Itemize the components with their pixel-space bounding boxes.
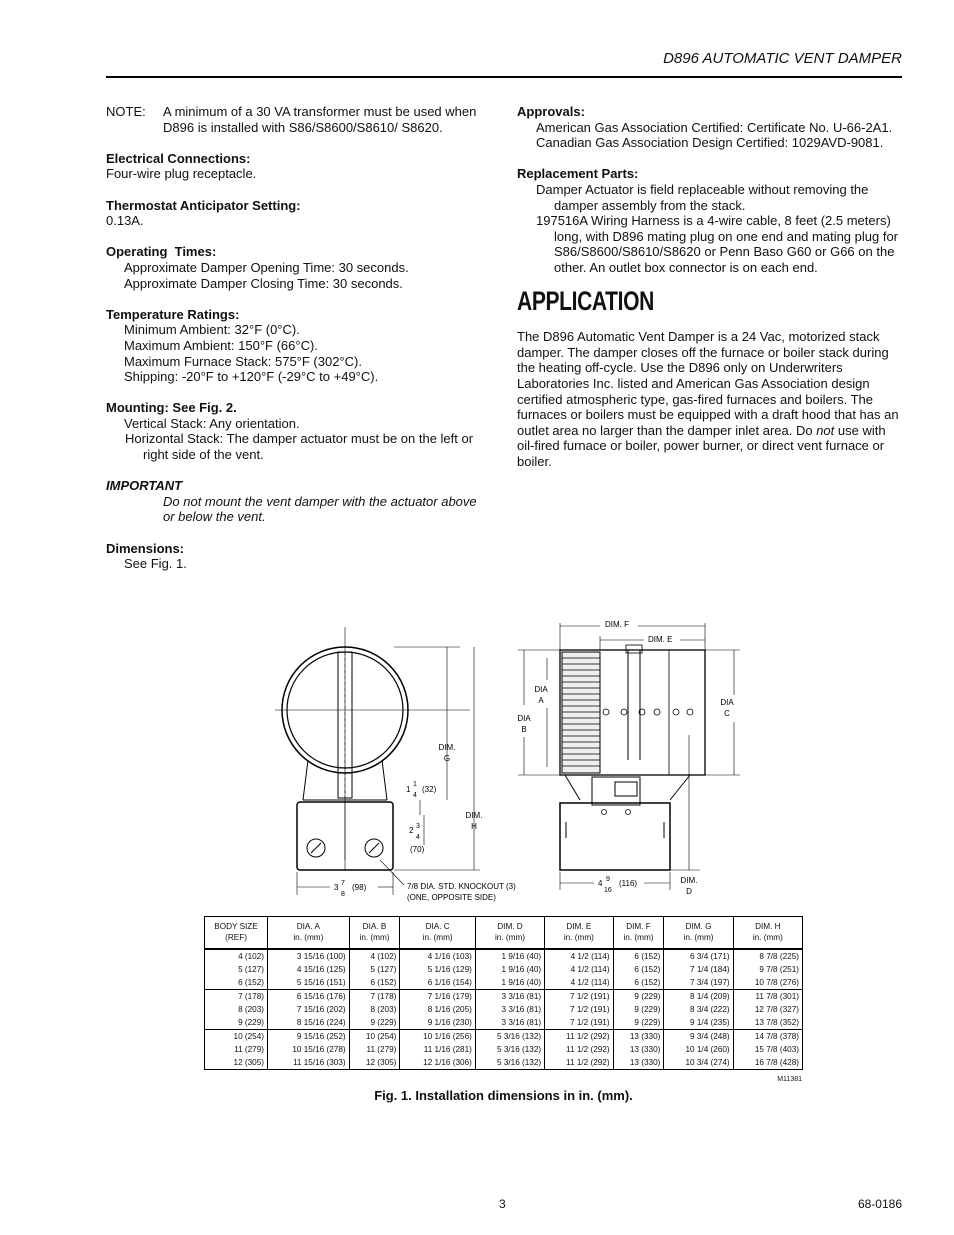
screw <box>626 810 631 815</box>
table-cell: 9 15/16 (252) <box>268 1030 350 1044</box>
table-cell: 10 (254) <box>349 1030 400 1044</box>
dim-d-label: DIM. <box>680 876 698 885</box>
frac-num: 9 <box>606 876 610 883</box>
table-cell: 5 (127) <box>205 963 268 976</box>
table-cell: 10 1/16 (256) <box>400 1030 475 1044</box>
table-cell: 7 (178) <box>205 990 268 1004</box>
mount-line <box>565 775 580 800</box>
table-cell: 6 (152) <box>613 976 664 990</box>
table-cell: 8 7/8 (225) <box>733 949 802 963</box>
page-number: 3 <box>499 1197 506 1211</box>
table-header-text: DIA. A <box>296 922 320 931</box>
dim-g-label: DIM. <box>438 743 456 752</box>
table-cell: 6 (152) <box>613 949 664 963</box>
side-view <box>518 623 740 890</box>
table-cell: 12 7/8 (327) <box>733 1003 802 1016</box>
table-header-text: DIM. D <box>497 922 523 931</box>
table-cell: 8 15/16 (224) <box>268 1016 350 1030</box>
dia-c-label: C <box>724 709 730 718</box>
table-cell: 5 1/16 (129) <box>400 963 475 976</box>
table-cell: 4 (102) <box>205 949 268 963</box>
dia-c-label: DIA <box>720 698 734 707</box>
table-code: M11381 <box>777 1076 802 1083</box>
approvals-line: American Gas Association Certified: Certificate No. U-66-2A1. <box>536 119 893 135</box>
frac-den: 16 <box>604 887 612 894</box>
table-cell: 1 9/16 (40) <box>475 976 544 990</box>
temperature-line: Maximum Ambient: 150°F (66°C). <box>124 337 318 353</box>
replacement-line: Damper Actuator is field replaceable without removing the damper assembly from the stack. <box>536 181 869 213</box>
table-header-cell <box>268 917 350 950</box>
table-cell: 7 (178) <box>349 990 400 1004</box>
temperature-heading: Temperature Ratings: <box>106 306 240 322</box>
dim-d-label: D <box>686 887 692 896</box>
note-label: NOTE: <box>106 104 146 119</box>
electrical-text: Four-wire plug receptacle. <box>106 166 257 182</box>
stand-line <box>303 760 308 800</box>
table-cell: 5 3/16 (132) <box>475 1030 544 1044</box>
mounting-line: Horizontal Stack: The damper actuator must be on the left or right side of the vent. <box>125 431 474 463</box>
table-row <box>205 990 803 1004</box>
table-cell: 7 15/16 (202) <box>268 1003 350 1016</box>
frac-whole: 2 <box>409 826 414 835</box>
table-cell: 13 (330) <box>613 1056 664 1070</box>
table-header-text: in. (mm) <box>752 932 783 942</box>
dimensions-heading: Dimensions: <box>106 540 185 556</box>
table-cell: 6 3/4 (171) <box>664 949 733 963</box>
dia-a-label: A <box>538 696 544 705</box>
table-cell: 3 15/16 (100) <box>268 949 350 963</box>
table-cell: 7 1/4 (184) <box>664 963 733 976</box>
table-cell: 11 1/16 (281) <box>400 1043 475 1056</box>
table-header-text: DIM. E <box>566 922 592 931</box>
table-row <box>205 1056 803 1070</box>
dia-a-label: DIA <box>534 685 548 694</box>
table-header-text: in. (mm) <box>683 932 714 942</box>
table-header-cell <box>545 917 613 950</box>
approvals-heading: Approvals: <box>517 104 585 119</box>
table-cell: 13 (330) <box>613 1030 664 1044</box>
table-cell: 11 (279) <box>205 1043 268 1056</box>
table-cell: 9 (229) <box>205 1016 268 1030</box>
actuator-base <box>560 803 670 870</box>
application-text-not: not <box>816 422 835 438</box>
table-header-cell <box>613 917 664 950</box>
frac-num: 3 <box>416 823 420 830</box>
table-header-text: in. (mm) <box>422 932 453 942</box>
table-cell: 11 1/2 (292) <box>545 1043 613 1056</box>
frac-whole: 3 <box>334 883 339 892</box>
table-cell: 3 3/16 (81) <box>475 990 544 1004</box>
table-row <box>205 949 803 963</box>
knockout-mark <box>311 843 321 853</box>
table-header-text: in. (mm) <box>623 932 654 942</box>
frac-mm: (116) <box>619 879 638 888</box>
table-cell: 9 (229) <box>349 1016 400 1030</box>
table-cell: 5 15/16 (151) <box>268 976 350 990</box>
table-cell: 15 7/8 (403) <box>733 1043 802 1056</box>
table-cell: 10 (254) <box>205 1030 268 1044</box>
dim-h-label: DIM. <box>465 811 483 820</box>
table-cell: 9 (229) <box>613 1003 664 1016</box>
application-heading: APPLICATION <box>517 285 654 316</box>
table-cell: 8 1/4 (209) <box>664 990 733 1004</box>
table-cell: 9 (229) <box>613 990 664 1004</box>
table-header-cell <box>733 917 802 950</box>
operating-line: Approximate Damper Closing Time: 30 seconds. <box>124 275 403 291</box>
table-row <box>205 1030 803 1044</box>
knockout-mark <box>369 843 379 853</box>
operating-line: Approximate Damper Opening Time: 30 seconds. <box>124 259 409 275</box>
table-cell: 9 7/8 (251) <box>733 963 802 976</box>
replacement-line: 197516A Wiring Harness is a 4-wire cable, 8 feet (2.5 meters) long, with D896 mating plug on one end and mating plug for S86/S8600/S8610/S8620 or Penn Baso G60 or G66 on the other. An outlet box connector is on each end. <box>536 213 899 275</box>
table-header-text: DIA. B <box>362 922 387 931</box>
dia-b-label: B <box>521 725 527 734</box>
table-cell: 12 (305) <box>349 1056 400 1070</box>
dim-e-label: DIM. E <box>648 635 673 644</box>
frac-mm: (70) <box>410 845 425 854</box>
table-header-cell <box>205 917 268 950</box>
table-cell: 6 (152) <box>349 976 400 990</box>
plug-box <box>592 777 640 805</box>
application-text-a: The D896 Automatic Vent Damper is a 24 Vac, motorized stack damper. The damper closes off the furnace or boiler stack during the heating off-cycle. Use the D896 only on Underwriters Laboratories Inc. listed and American Gas Association design certified atmospheric type, gas-fired furnaces and boilers. The furnaces or boilers must be equipped with a draft hood that has an outlet area no larger than the damper inlet area. Do <box>517 329 899 438</box>
table-cell: 9 1/16 (230) <box>400 1016 475 1030</box>
dia-b-label: DIA <box>517 714 531 723</box>
table-cell: 4 1/2 (114) <box>545 976 613 990</box>
frac-num: 7 <box>341 880 345 887</box>
important-text: Do not mount the vent damper with the actuator above or below the vent. <box>163 493 477 525</box>
table-cell: 10 15/16 (278) <box>268 1043 350 1056</box>
table-cell: 4 1/2 (114) <box>545 963 613 976</box>
table-header-text: in. (mm) <box>293 932 324 942</box>
note-text: A minimum of a 30 VA transformer must be used when D896 is installed with S86/S8600/S8610/ S8620. <box>163 104 477 135</box>
table-cell: 16 7/8 (428) <box>733 1056 802 1070</box>
table-cell: 10 1/4 (260) <box>664 1043 733 1056</box>
table-header-text: BODY SIZE <box>214 922 258 931</box>
table-cell: 7 1/2 (191) <box>545 990 613 1004</box>
mounting-line: Vertical Stack: Any orientation. <box>124 415 300 431</box>
table-cell: 7 3/4 (197) <box>664 976 733 990</box>
table-header-text: in. (mm) <box>563 932 594 942</box>
screw <box>602 810 607 815</box>
frac-den: 4 <box>413 792 417 799</box>
frac-whole: 1 <box>406 785 411 794</box>
mounting-heading: Mounting: See Fig. 2. <box>106 400 237 416</box>
electrical-heading: Electrical Connections: <box>106 150 251 166</box>
table-row <box>205 976 803 990</box>
table-cell: 11 1/2 (292) <box>545 1030 613 1044</box>
table-cell: 8 3/4 (222) <box>664 1003 733 1016</box>
table-header-text: DIM. G <box>685 922 712 931</box>
anticipator-text: 0.13A. <box>106 213 144 229</box>
table-cell: 4 (102) <box>349 949 400 963</box>
table-cell: 6 (152) <box>613 963 664 976</box>
table-row <box>205 1043 803 1056</box>
table-header-cell <box>400 917 475 950</box>
dim-f-label: DIM. F <box>605 620 629 629</box>
knockout-leader <box>380 860 404 885</box>
table-header-text: DIA. C <box>425 922 450 931</box>
approvals-line: Canadian Gas Association Design Certified: 1029AVD-9081. <box>536 135 884 151</box>
table-cell: 7 1/16 (179) <box>400 990 475 1004</box>
dimensions-table <box>204 916 803 1070</box>
application-text-b: use with oil-fired furnace or boiler, power burner, or direct vent furnace or boiler. <box>517 422 886 469</box>
dimensions-text: See Fig. 1. <box>124 556 187 572</box>
table-header-text: DIM. F <box>626 922 651 931</box>
table-cell: 9 (229) <box>613 1016 664 1030</box>
important-heading: IMPORTANT <box>106 478 183 494</box>
mount-line <box>670 775 690 800</box>
table-cell: 1 9/16 (40) <box>475 963 544 976</box>
dim-h-label: H <box>471 822 477 831</box>
table-cell: 4 15/16 (125) <box>268 963 350 976</box>
table-row <box>205 1003 803 1016</box>
temperature-line: Shipping: -20°F to +120°F (-29°C to +49°C). <box>124 369 379 385</box>
figure-caption: Fig. 1. Installation dimensions in in. (mm). <box>374 1088 633 1103</box>
table-row <box>205 1016 803 1030</box>
table-cell: 12 1/16 (306) <box>400 1056 475 1070</box>
frac-mm: (32) <box>422 785 437 794</box>
stand-line <box>382 760 387 800</box>
table-cell: 3 3/16 (81) <box>475 1016 544 1030</box>
table-header-text: in. (mm) <box>494 932 525 942</box>
table-cell: 12 (305) <box>205 1056 268 1070</box>
plug <box>615 782 637 796</box>
table-cell: 5 3/16 (132) <box>475 1056 544 1070</box>
table-header-cell <box>664 917 733 950</box>
table-header-cell <box>475 917 544 950</box>
frac-num: 1 <box>413 781 417 788</box>
frac-whole: 4 <box>598 879 603 888</box>
table-cell: 13 (330) <box>613 1043 664 1056</box>
table-cell: 6 (152) <box>205 976 268 990</box>
table-cell: 8 (203) <box>349 1003 400 1016</box>
knockout-label: 7/8 DIA. STD. KNOCKOUT (3) <box>407 882 516 891</box>
table-cell: 6 15/16 (176) <box>268 990 350 1004</box>
table-cell: 7 1/2 (191) <box>545 1016 613 1030</box>
table-cell: 4 1/16 (103) <box>400 949 475 963</box>
dim-g-label: G <box>443 754 451 763</box>
table-cell: 3 3/16 (81) <box>475 1003 544 1016</box>
table-cell: 1 9/16 (40) <box>475 949 544 963</box>
table-header-cell <box>349 917 400 950</box>
table-header-text: in. (mm) <box>359 932 390 942</box>
table-row <box>205 963 803 976</box>
table-cell: 11 7/8 (301) <box>733 990 802 1004</box>
knockout-label: (ONE, OPPOSITE SIDE) <box>407 893 496 902</box>
table-cell: 8 1/16 (205) <box>400 1003 475 1016</box>
anticipator-heading: Thermostat Anticipator Setting: <box>106 197 301 213</box>
document-number: 68-0186 <box>857 1197 902 1211</box>
table-cell: 5 (127) <box>349 963 400 976</box>
table-cell: 10 3/4 (274) <box>664 1056 733 1070</box>
frac-den: 8 <box>341 891 345 898</box>
table-cell: 6 1/16 (154) <box>400 976 475 990</box>
table-cell: 9 1/4 (235) <box>664 1016 733 1030</box>
table-cell: 5 3/16 (132) <box>475 1043 544 1056</box>
frac-mm: (98) <box>352 883 367 892</box>
table-header-row <box>205 917 803 950</box>
header-title: D896 AUTOMATIC VENT DAMPER <box>663 50 902 67</box>
table-cell: 10 7/8 (276) <box>733 976 802 990</box>
table-cell: 8 (203) <box>205 1003 268 1016</box>
rivets <box>603 709 693 715</box>
frac-den: 4 <box>416 834 420 841</box>
operating-heading: Operating Times: <box>106 244 217 260</box>
temperature-line: Maximum Furnace Stack: 575°F (302°C). <box>124 353 362 369</box>
table-cell: 11 (279) <box>349 1043 400 1056</box>
replacement-heading: Replacement Parts: <box>517 166 639 182</box>
table-cell: 7 1/2 (191) <box>545 1003 613 1016</box>
table-cell: 11 15/16 (303) <box>268 1056 350 1070</box>
table-header-text: DIM. H <box>755 922 781 931</box>
temperature-line: Minimum Ambient: 32°F (0°C). <box>124 322 300 338</box>
table-cell: 4 1/2 (114) <box>545 949 613 963</box>
table-cell: 11 1/2 (292) <box>545 1056 613 1070</box>
table-cell: 13 7/8 (352) <box>733 1016 802 1030</box>
table-header-text: (REF) <box>225 932 247 942</box>
table-cell: 9 3/4 (248) <box>664 1030 733 1044</box>
table-cell: 14 7/8 (378) <box>733 1030 802 1044</box>
